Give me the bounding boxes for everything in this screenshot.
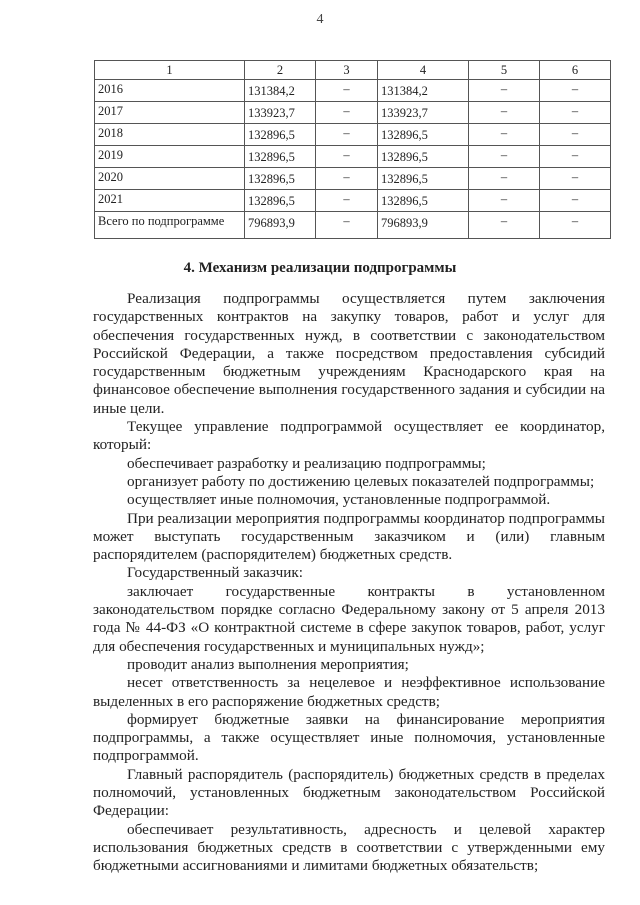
table-cell: 132896,5 — [378, 168, 469, 190]
table-row — [95, 124, 611, 146]
table-cell: – — [540, 190, 611, 212]
table-cell: 2018 — [95, 124, 245, 146]
table-header-row — [95, 61, 611, 80]
table-cell: 131384,2 — [245, 80, 316, 102]
table-cell: – — [316, 190, 378, 212]
page-number: 4 — [316, 12, 324, 27]
table-cell: 2020 — [95, 168, 245, 190]
paragraph: формирует бюджетные заявки на финансирование мероприятия подпрограммы, а также осуществляет иные полномочия, установленные подпрограммой. — [93, 710, 605, 765]
table-cell: – — [540, 146, 611, 168]
table-header-cell: 1 — [95, 61, 245, 80]
funding-table — [94, 60, 611, 239]
paragraph: Текущее управление подпрограммой осуществляет ее координатор, который: — [93, 418, 605, 454]
paragraph: проводит анализ выполнения мероприятия; — [127, 655, 409, 673]
table-cell: 132896,5 — [245, 168, 316, 190]
table-cell: 132896,5 — [245, 124, 316, 146]
table-cell: – — [469, 190, 540, 212]
table-cell: – — [316, 124, 378, 146]
paragraph: обеспечивает разработку и реализацию подпрограммы; — [127, 454, 486, 472]
paragraph: Государственный заказчик: — [127, 564, 303, 582]
table-cell: – — [316, 146, 378, 168]
table-cell: – — [469, 212, 540, 239]
table-cell: Всего по подпрограмме — [95, 212, 245, 239]
table-cell: 132896,5 — [245, 190, 316, 212]
table-cell: – — [469, 146, 540, 168]
table-cell: 132896,5 — [378, 146, 469, 168]
table-cell: – — [469, 102, 540, 124]
paragraph: несет ответственность за нецелевое и неэффективное использование выделенных в его распоряжение бюджетных средств; — [93, 674, 605, 710]
table-header-cell: 3 — [316, 61, 378, 80]
table-cell: – — [540, 80, 611, 102]
table-cell: – — [540, 102, 611, 124]
table-cell: – — [316, 168, 378, 190]
table-cell: 796893,9 — [245, 212, 316, 239]
paragraph: осуществляет иные полномочия, установленные подпрограммой. — [127, 491, 551, 509]
table-cell: – — [316, 212, 378, 239]
table-row — [95, 168, 611, 190]
table-header-cell: 6 — [540, 61, 611, 80]
paragraph: обеспечивает результативность, адресность и целевой характер использования бюджетных средств в соответствии с утвержденными ему бюджетными ассигнованиями и лимитами бюджетных обязательств; — [93, 820, 605, 875]
body-text — [93, 290, 605, 876]
table-cell: – — [316, 102, 378, 124]
table-cell: 133923,7 — [378, 102, 469, 124]
paragraph: организует работу по достижению целевых показателей подпрограммы; — [127, 472, 595, 490]
paragraph: заключает государственные контракты в установленном законодательством порядке согласно Федеральному закону от 5 апреля 2013 года № 44-ФЗ «О контрактной системе в сфере закупок товаров, работ, услуг для обеспечения государственных и муниципальных нужд»; — [93, 582, 605, 655]
table-header-cell: 5 — [469, 61, 540, 80]
table-cell: – — [540, 168, 611, 190]
table-row — [95, 102, 611, 124]
paragraph: Реализация подпрограммы осуществляется путем заключения государственных контрактов на закупку товаров, работ и услуг для обеспечения государственных нужд, в соответствии с законодательством Российской Федерации, а также посредством предоставления субсидий государственным бюджетным учреждениям Краснодарского края на финансовое обеспечение выполнения государственного задания и субсидии на иные цели. — [93, 290, 605, 417]
paragraph: При реализации мероприятия подпрограммы координатор подпрограммы может выступать государственным заказчиком и (или) главным распорядителем (распорядителем) бюджетных средств. — [93, 509, 605, 564]
table-row — [95, 190, 611, 212]
table-cell: 2021 — [95, 190, 245, 212]
table-cell: – — [540, 212, 611, 239]
table-cell: 2017 — [95, 102, 245, 124]
table-cell: – — [540, 124, 611, 146]
table-cell: – — [469, 80, 540, 102]
table-row — [95, 146, 611, 168]
section-heading: 4. Механизм реализации подпрограммы — [183, 260, 457, 276]
table-header-cell: 4 — [378, 61, 469, 80]
table-cell: 131384,2 — [378, 80, 469, 102]
table-cell: 2016 — [95, 80, 245, 102]
table-cell: 132896,5 — [245, 146, 316, 168]
table-cell: 796893,9 — [378, 212, 469, 239]
paragraph: Главный распорядитель (распорядитель) бюджетных средств в пределах полномочий, установленных бюджетным законодательством Российской Федерации: — [93, 765, 605, 820]
table-cell: 2019 — [95, 146, 245, 168]
table-cell: – — [316, 80, 378, 102]
table-row — [95, 212, 611, 239]
table-cell: 132896,5 — [378, 190, 469, 212]
table-header-cell: 2 — [245, 61, 316, 80]
table-cell: 132896,5 — [378, 124, 469, 146]
table-cell: – — [469, 124, 540, 146]
table-cell: 133923,7 — [245, 102, 316, 124]
table-cell: – — [469, 168, 540, 190]
table-row — [95, 80, 611, 102]
